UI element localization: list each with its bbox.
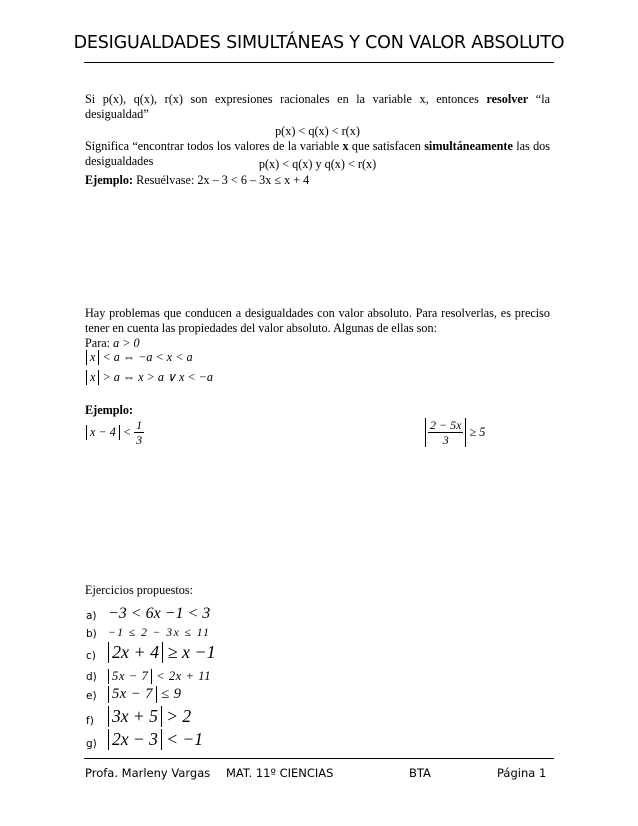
exercise-f-rest: > 2 bbox=[161, 706, 192, 726]
exercise-b-label: b) bbox=[86, 628, 97, 640]
footer-school: BTA bbox=[409, 766, 431, 780]
intro-text-1b: “la desigualdad” bbox=[85, 92, 550, 121]
property-2-abs: x bbox=[86, 370, 99, 385]
para-condition bbox=[85, 336, 550, 351]
fraction-denominator: 3 bbox=[136, 433, 143, 447]
intro-text-2c: las dos desigualdades bbox=[85, 139, 551, 168]
exercise-g-expr bbox=[108, 729, 203, 750]
exercise-d-label: d) bbox=[86, 671, 97, 683]
example-abs-1-op: < bbox=[119, 425, 135, 439]
exercise-e-abs: 5x − 7 bbox=[108, 686, 157, 703]
exercise-b-expr: −1 ≤ 2 − 3x ≤ 11 bbox=[108, 627, 211, 639]
examples-label-text: Ejemplo: bbox=[85, 403, 134, 417]
example-label: Ejemplo: bbox=[85, 173, 134, 187]
footer-divider bbox=[84, 758, 554, 759]
exercise-c-rest: ≥ x −1 bbox=[163, 642, 216, 662]
example-abs-1-fraction bbox=[134, 418, 144, 447]
exercises-title: Ejercicios propuestos: bbox=[85, 583, 193, 597]
formula-1: p(x) < q(x) < r(x) bbox=[275, 124, 360, 138]
exercise-f-abs: 3x + 5 bbox=[108, 706, 162, 727]
property-1-abs: x bbox=[86, 350, 99, 365]
exercise-a-expr: −3 < 6x −1 < 3 bbox=[108, 605, 211, 622]
example-abs-1 bbox=[86, 418, 144, 447]
exercise-e-rest: ≤ 9 bbox=[156, 686, 182, 702]
property-2-rest: > a ⇔ x > a ∨ x < −a bbox=[99, 370, 213, 384]
exercise-c-label: c) bbox=[86, 650, 96, 662]
para-label: Para: bbox=[85, 336, 114, 350]
exercise-f-expr bbox=[108, 706, 191, 727]
footer-course: MAT. 11º CIENCIAS bbox=[226, 766, 334, 780]
header-divider bbox=[84, 62, 554, 63]
intro-bold-resolver: resolver bbox=[486, 92, 529, 106]
property-1-rest: < a ⇔ −a < x < a bbox=[99, 350, 193, 364]
intro-bold-x: x bbox=[342, 139, 349, 153]
para-cond: a > 0 bbox=[113, 336, 140, 350]
exercise-d-abs: 5x − 7 bbox=[108, 669, 152, 684]
property-2 bbox=[86, 370, 213, 385]
exercise-g-abs: 2x − 3 bbox=[108, 729, 162, 750]
page-title: DESIGUALDADES SIMULTÁNEAS Y CON VALOR ABSOLUTO bbox=[73, 33, 565, 53]
fraction-numerator: 1 bbox=[136, 418, 143, 432]
footer-author: Profa. Marleny Vargas bbox=[85, 766, 211, 780]
property-1 bbox=[86, 350, 193, 365]
example-abs-1-abs: x − 4 bbox=[86, 425, 120, 440]
intro-bold-simultaneamente: simultáneamente bbox=[424, 139, 513, 153]
intro-text-2: Significa “encontrar todos los valores de la variable bbox=[85, 139, 343, 153]
examples-label bbox=[85, 403, 550, 418]
example-abs-2-abs bbox=[425, 418, 466, 447]
example-1-line bbox=[85, 173, 550, 188]
exercise-g-rest: < −1 bbox=[161, 729, 203, 749]
exercise-d-rest: < 2x + 11 bbox=[152, 669, 212, 683]
footer-page-number: Página 1 bbox=[497, 766, 547, 780]
formula-2: p(x) < q(x) y q(x) < r(x) bbox=[258, 157, 377, 171]
exercise-e-expr bbox=[108, 686, 181, 703]
example-abs-2-rhs: ≥ 5 bbox=[466, 425, 486, 439]
intro-paragraph-1 bbox=[85, 92, 550, 121]
exercise-d-expr bbox=[108, 669, 211, 684]
exercise-a-label: a) bbox=[86, 610, 97, 622]
exercise-c-expr bbox=[108, 642, 216, 663]
example-abs-2-fraction bbox=[428, 418, 463, 447]
fraction-denominator: 3 bbox=[442, 433, 449, 447]
example-abs-2 bbox=[425, 418, 485, 447]
fraction-numerator: 2 − 5x bbox=[430, 418, 462, 432]
example-text: Resuélvase: 2x – 3 < 6 – 3x ≤ x + 4 bbox=[133, 173, 310, 187]
intro-text-2b: que satisfacen bbox=[348, 139, 425, 153]
intro-text-1: Si p(x), q(x), r(x) son expresiones racionales en la variable x, entonces bbox=[85, 92, 487, 106]
exercise-f-label: f) bbox=[86, 715, 94, 727]
absolute-paragraph: Hay problemas que conducen a desigualdades con valor absoluto. Para resolverlas, es preciso tener en cuenta las propiedades del valor absoluto. Algunas de ellas son: bbox=[85, 306, 550, 335]
exercise-g-label: g) bbox=[86, 738, 97, 750]
exercise-e-label: e) bbox=[86, 690, 97, 702]
exercise-c-abs: 2x + 4 bbox=[108, 642, 163, 663]
